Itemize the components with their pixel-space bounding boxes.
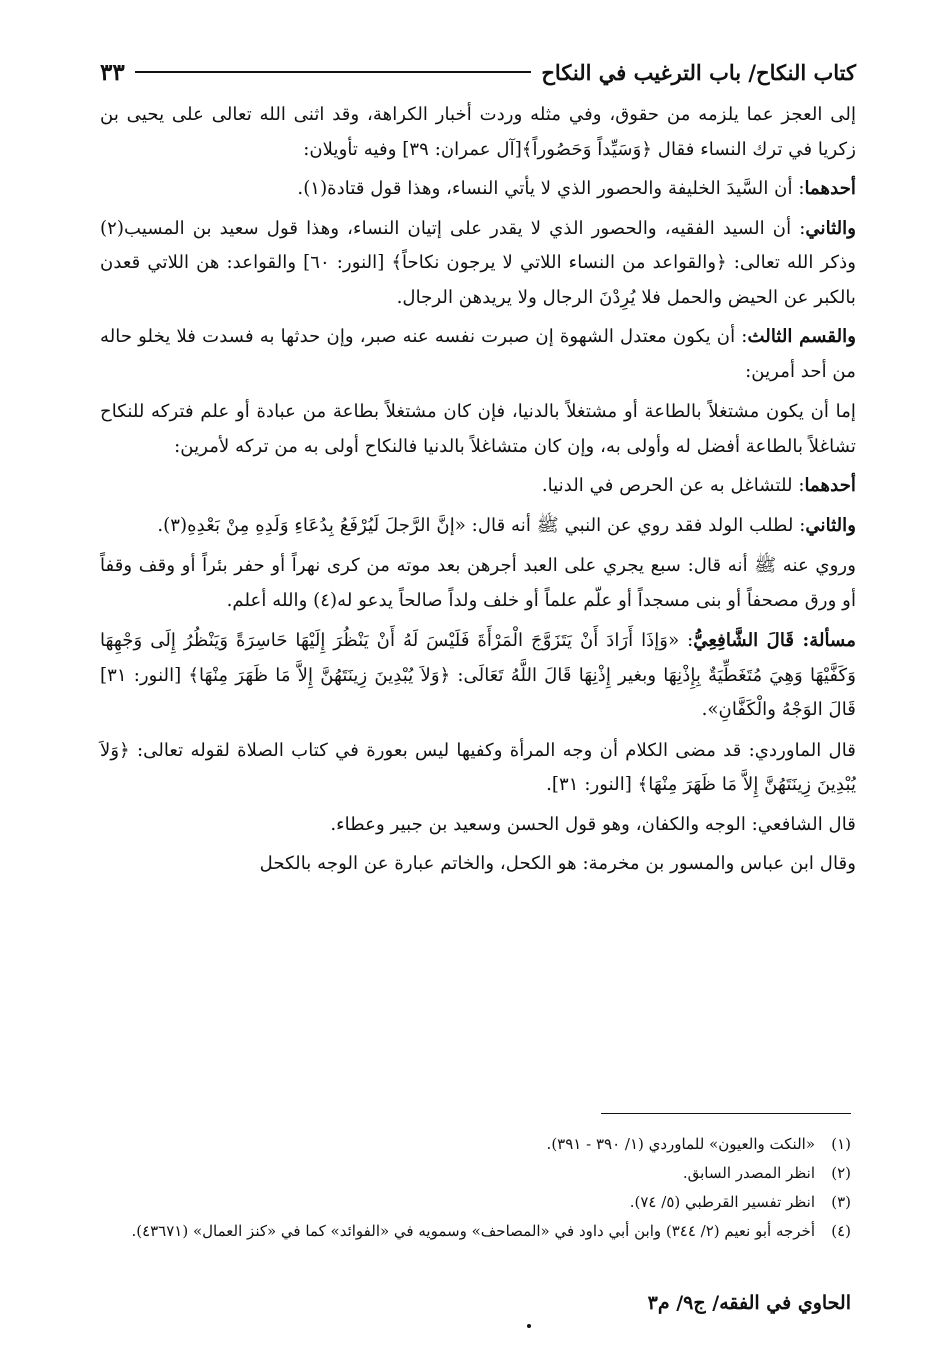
main-text <box>100 98 856 887</box>
paragraph-lead: والقسم الثالث <box>747 326 856 347</box>
paragraph-text: : أن السيد الفقيه، والحصور الذي لا يقدر على إتيان النساء، وهذا قول سعيد بن المسيب(٢) وذكر الله تعالى: ﴿والقواعد من النساء اللاتي لا يرجون نكاحاً﴾ [النور: ٦٠] والقواعد: هن اللاتي قعدن بالكبر عن الحيض والحمل فلا يُرِدْنَ الرجال ولا يريدهن الرجال. <box>100 217 856 308</box>
paragraph-text: : أن يكون معتدل الشهوة إن صبرت نفسه عنه صبر، وإن حدثها به فسدت فلا يخلو حاله من أحد أمرين: <box>100 326 856 382</box>
paragraph-text: إما أن يكون مشتغلاً بالطاعة أو مشتغلاً بالدنيا، فإن كان مشتغلاً بطاعة من عبادة أو علم فتركه للنكاح تشاغلاً بالطاعة أفضل له وأولى به، وإن كان متشاغلاً بالدنيا فالنكاح أولى به من تركه لأمرين: <box>100 401 856 457</box>
footnote-number: (١) <box>831 1135 851 1153</box>
paragraph <box>100 320 856 389</box>
footnote-number: (٢) <box>831 1164 851 1182</box>
header-rule <box>135 71 532 73</box>
masala-paragraph <box>100 624 856 728</box>
paragraph <box>100 98 856 167</box>
footnote-text: «النكت والعيون» للماوردي (١/ ٣٩٠ - ٣٩١). <box>546 1135 815 1153</box>
paragraph-text: إلى العجز عما يلزمه من حقوق، وفي مثله وردت أخبار الكراهة، وقد اثنى الله تعالى على يحيى بن زكريا في ترك النساء فقال ﴿وَسَيِّداً وَحَصُوراً﴾[آل عمران: ٣٩] وفيه تأويلان: <box>100 104 856 160</box>
footnote-separator <box>601 1113 851 1114</box>
paragraph-text: : لطلب الولد فقد روي عن النبي ﷺ أنه قال: «إنَّ الرَّجلَ لَيُرْفَعُ بِدُعَاءِ وَلَدِهِ مِنْ بَعْدِهِ(٣). <box>157 514 806 536</box>
page-number: ٣٣ <box>100 58 125 86</box>
footnotes <box>100 1130 851 1246</box>
footnote-number: (٤) <box>831 1222 851 1240</box>
footnote <box>100 1188 851 1217</box>
signature-footer: الحاوي في الفقه/ ج٩/ م٣ <box>647 1292 851 1314</box>
paragraph <box>100 172 856 207</box>
footnote-text: أخرجه أبو نعيم (٢/ ٣٤٤) وابن أبي داود في «المصاحف» وسمويه في «الفوائد» كما في «كنز العمال» (٤٣٦٧١). <box>131 1222 815 1240</box>
paragraph-text: وقال ابن عباس والمسور بن مخرمة: هو الكحل، والخاتم عبارة عن الوجه بالكحل <box>259 853 856 874</box>
paragraph <box>100 808 856 843</box>
footnote <box>100 1217 851 1246</box>
paragraph <box>100 395 856 464</box>
paragraph-lead: أحدهما <box>804 178 856 199</box>
footnote <box>100 1159 851 1188</box>
footnote-text: انظر تفسير القرطبي (٥/ ٧٤). <box>629 1193 815 1211</box>
chapter-title: كتاب النكاح/ باب الترغيب في النكاح <box>541 59 856 85</box>
paragraph-text: قال الماوردي: قد مضى الكلام أن وجه المرأة وكفيها ليس بعورة في كتاب الصلاة لقوله تعالى: ﴿وَلاَ يُبْدِينَ زِينَتَهُنَّ إِلاَّ مَا ظَهَرَ مِنْهَا﴾ [النور: ٣١]. <box>100 739 856 795</box>
running-header <box>100 52 856 92</box>
paragraph <box>100 734 856 803</box>
paragraph-text: : للتشاغل به عن الحرص في الدنيا. <box>541 475 805 496</box>
paragraph-lead: والثاني <box>805 217 856 239</box>
paragraph-lead: مسألة: قَالَ الشَّافِعِيُّ <box>693 630 856 651</box>
paragraph <box>100 212 856 316</box>
paragraph <box>100 469 856 504</box>
footnote-number: (٣) <box>831 1193 851 1211</box>
footnote-text: انظر المصدر السابق. <box>682 1164 815 1182</box>
paragraph <box>100 509 856 544</box>
paragraph-lead: والثاني <box>805 514 856 536</box>
paragraph <box>100 549 856 618</box>
paragraph-text: وروي عنه ﷺ أنه قال: سبع يجري على العبد أجرهن بعد موته من كرى نهراً أو حفر بئراً أو وقف وقفاً أو ورق مصحفاً أو بنى مسجداً أو علّم علماً أو خلف ولداً صالحاً يدعو له(٤) والله أعلم. <box>100 555 856 611</box>
paragraph-text: : أن السَّيدَ الخليفة والحصور الذي لا يأتي النساء، وهذا قول قتادة(١). <box>297 178 805 199</box>
paragraph-lead: أحدهما <box>804 475 856 496</box>
footnote <box>100 1130 851 1159</box>
paragraph-text: قال الشافعي: الوجه والكفان، وهو قول الحسن وسعيد بن جبير وعطاء. <box>330 813 856 835</box>
paragraph-text: : «وَإذَا أَرَادَ أَنْ يَتَزَوَّجَ الْمَرْأَةَ فَلَيْسَ لَهُ أَنْ يَنْظُرَ إِلَيْهَا حَاسِرَةً وَيَنْظُرُ إِلَى وَجْهِهَا وَكَفَّيْهَا وَهِيَ مُتَغَطِّيَةٌ بِإِذْنِهَا وبغير إِذْنِهَا قَالَ اللَّهُ تَعَالَى: ﴿وَلاَ يُبْدِينَ زِينَتَهُنَّ إِلاَّ مَا ظَهَرَ مِنْهَا﴾ [النور: ٣١] قَالَ الوَجْهُ والْكَفَّانِ». <box>100 630 856 720</box>
print-dot <box>527 1324 531 1328</box>
paragraph <box>100 847 856 882</box>
